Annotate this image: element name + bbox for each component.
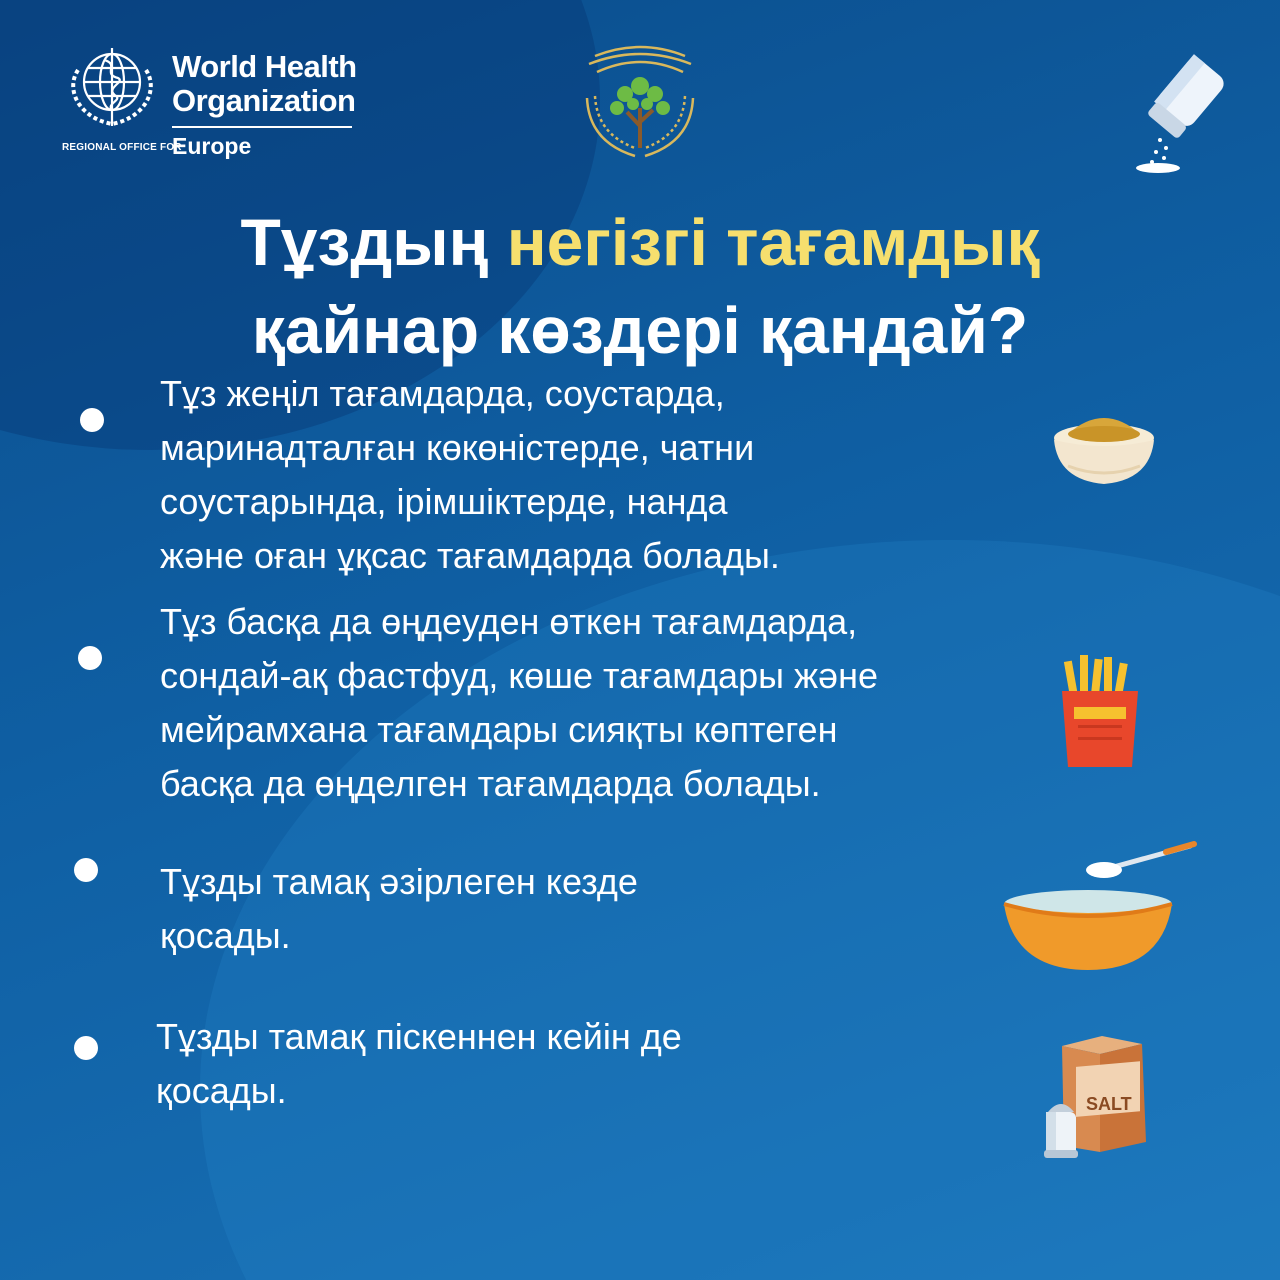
list-item-3-line1: Тұзды тамақ әзірлеген кезде (160, 861, 638, 902)
list-item-1 (160, 367, 1030, 583)
who-regional-office-label: REGIONAL OFFICE FOR (62, 142, 182, 153)
list-item-2 (160, 595, 1160, 811)
salt-bag-label: SALT (1086, 1094, 1132, 1114)
title-highlight: негізгі тағамдық (506, 205, 1040, 279)
list-item-2-line1: Тұз басқа да өңдеуден өткен тағамдарда, (160, 601, 858, 642)
who-name-line1: World Health (172, 49, 357, 84)
list-item-1-line3: соустарында, ірімшіктерде, нанда (160, 481, 728, 522)
page-title (0, 198, 1280, 374)
bullet-point-2 (78, 646, 102, 670)
list-item-4-line1: Тұзды тамақ піскеннен кейін де (156, 1016, 682, 1057)
list-item-1-line2: маринадталған көкөністерде, чатни (160, 427, 755, 468)
list-item-2-line3: мейрамхана тағамдары сияқты көптеген (160, 709, 838, 750)
list-item-2-line4: басқа да өңделген тағамдарда болады. (160, 763, 821, 804)
title-part1: Тұздың (240, 205, 507, 279)
list-item-1-line1: Тұз жеңіл тағамдарда, соустарда, (160, 373, 725, 414)
ministry-emblem-icon (575, 38, 705, 163)
who-region-label: Europe (172, 133, 252, 159)
who-emblem-icon (60, 40, 164, 132)
title-line1 (0, 198, 1280, 286)
list-item-4 (156, 1010, 916, 1118)
bowl-spoon-icon (1000, 838, 1200, 970)
sauce-bowl-icon (1048, 400, 1160, 490)
who-name-line2: Organization (172, 83, 356, 118)
salt-shaker-icon (1130, 40, 1240, 175)
list-item-2-line2: сондай-ақ фастфуд, көше тағамдары және (160, 655, 878, 696)
salt-bag-icon (1040, 1030, 1156, 1160)
bullet-point-3 (74, 858, 98, 882)
list-item-4-line2: қосады. (156, 1070, 287, 1111)
list-item-3-line2: қосады. (160, 915, 291, 956)
bullet-point-4 (74, 1036, 98, 1060)
list-item-3 (160, 855, 920, 963)
who-logo (60, 40, 360, 160)
bullet-point-1 (80, 408, 104, 432)
title-line2: қайнар көздері қандай? (251, 293, 1029, 367)
who-divider (172, 126, 352, 128)
list-item-1-line4: және оған ұқсас тағамдарда болады. (160, 535, 780, 576)
